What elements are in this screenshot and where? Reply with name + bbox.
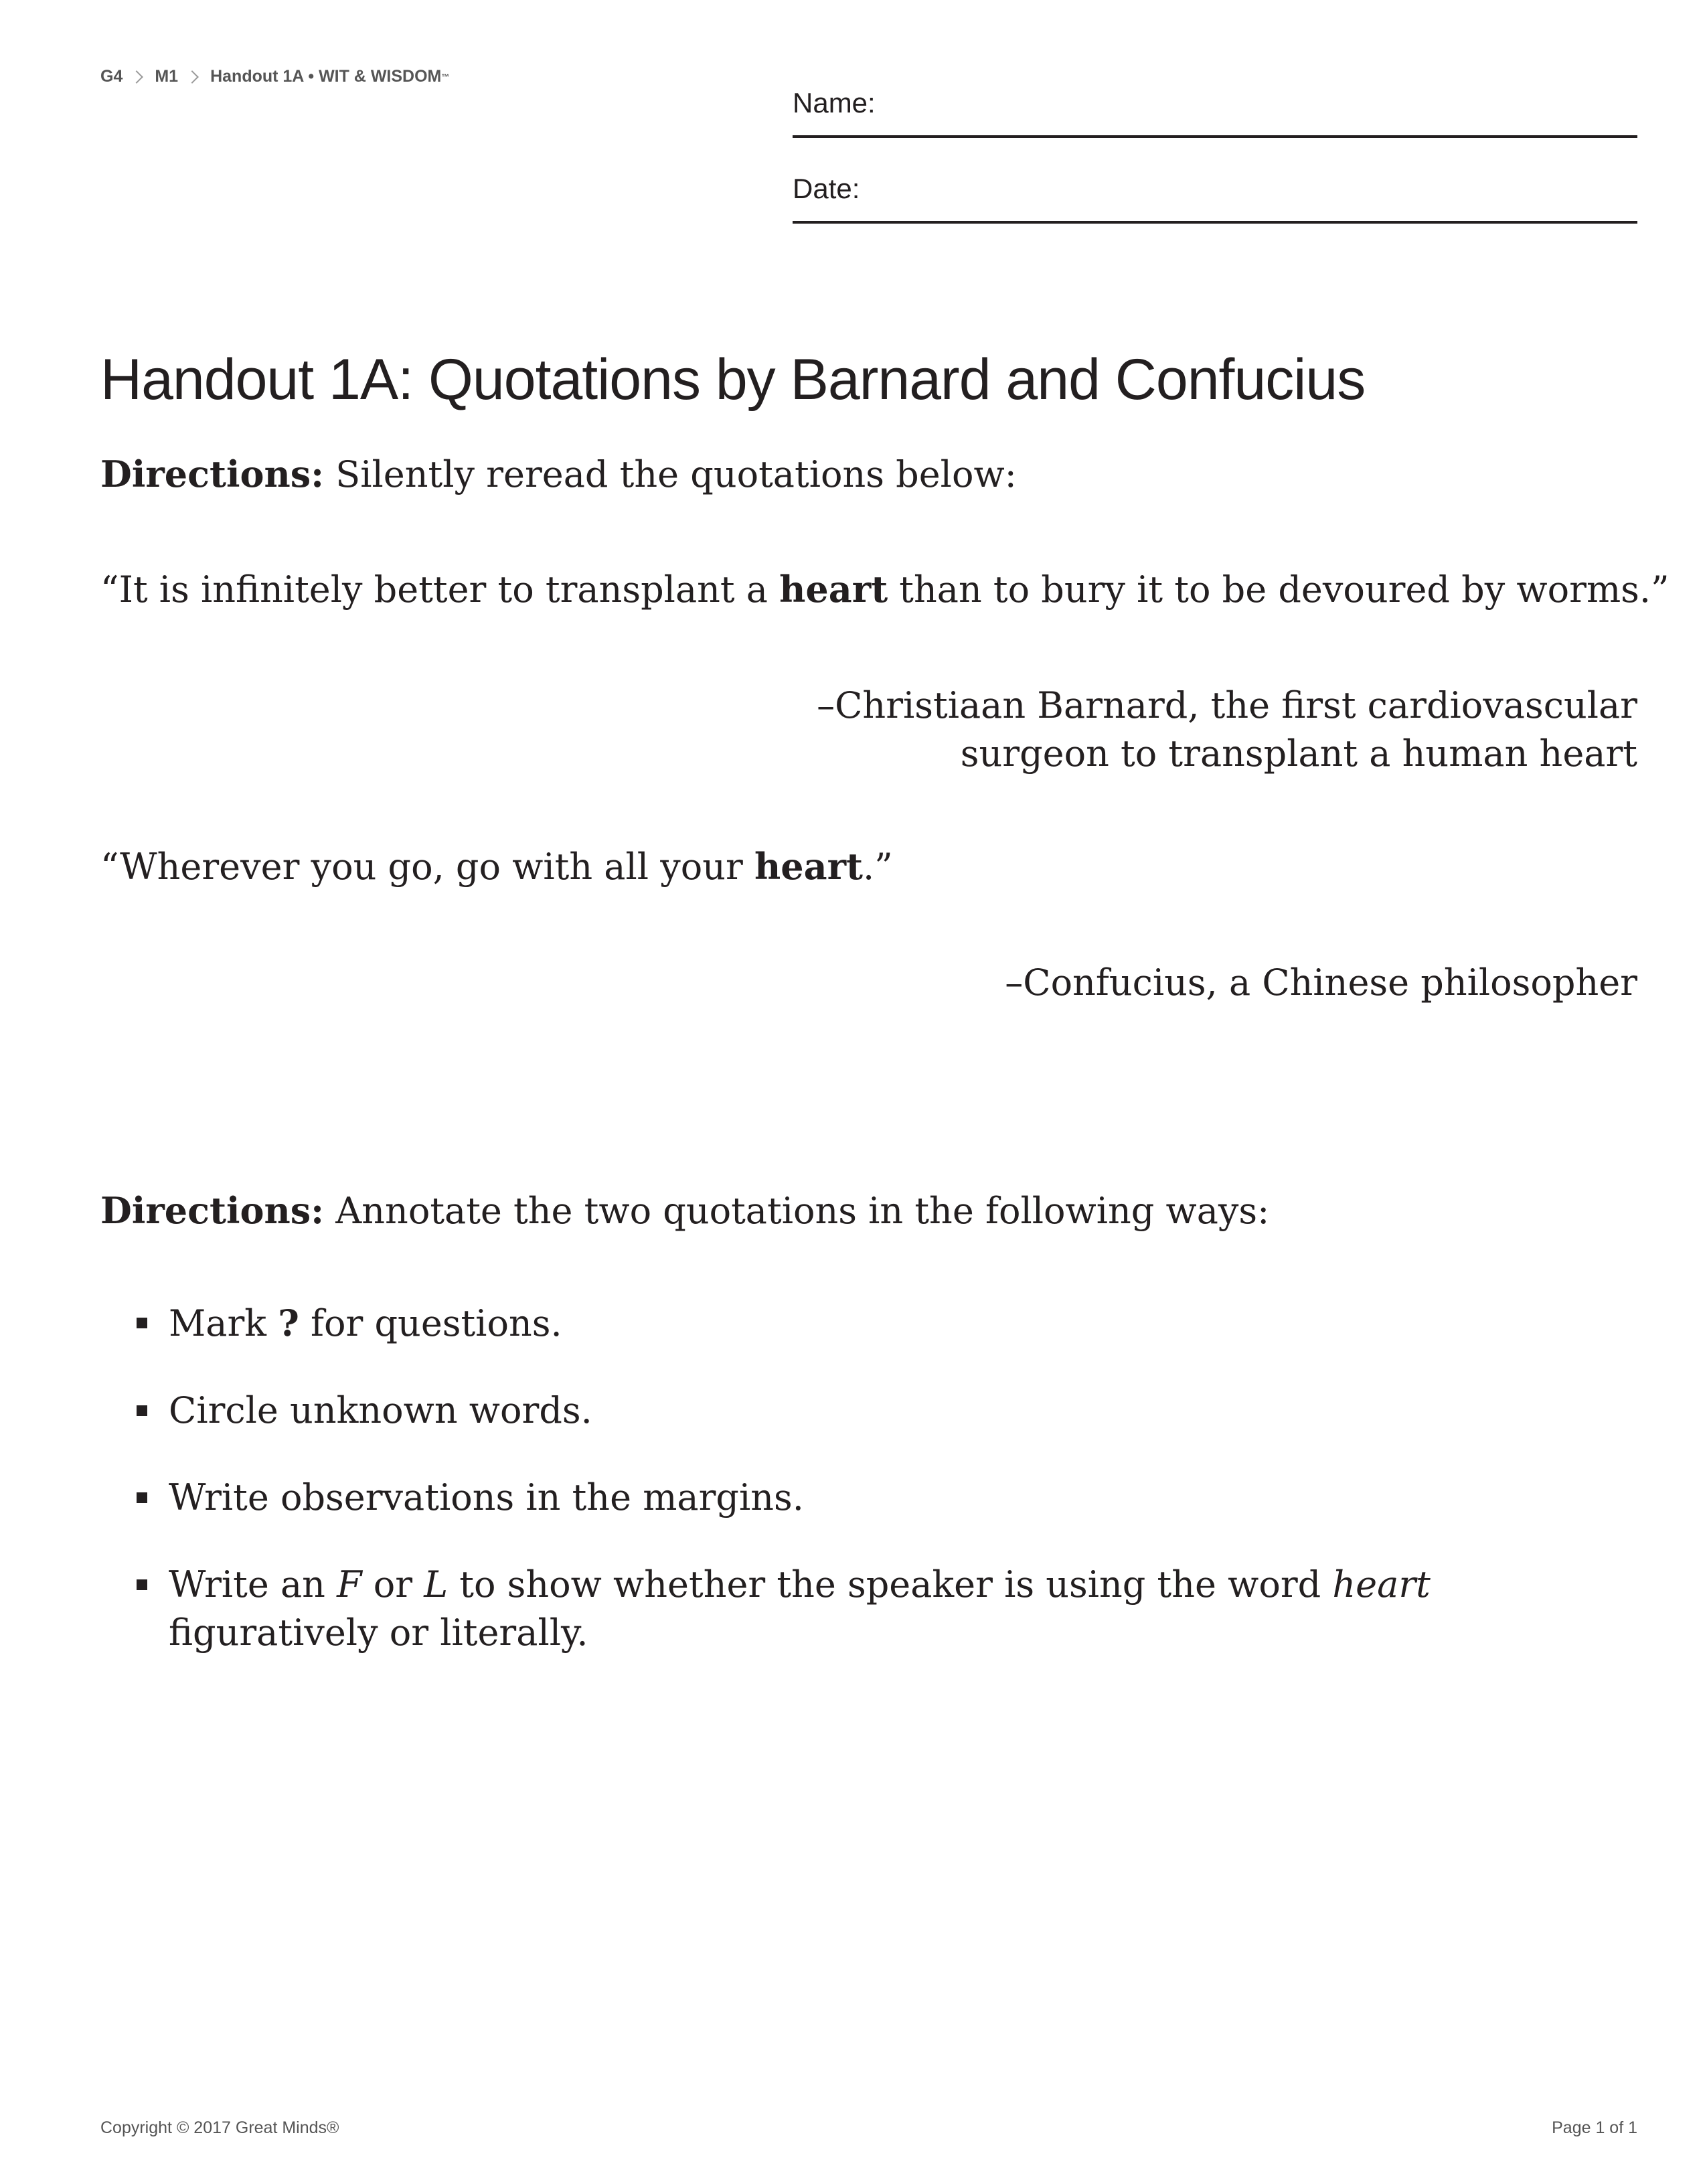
attribution-line: –Christiaan Barnard, the first cardiovascular	[817, 684, 1637, 726]
list-text: Circle unknown words.	[169, 1389, 592, 1431]
square-bullet-icon	[137, 1492, 147, 1503]
square-bullet-icon	[137, 1405, 147, 1416]
directions-text: Silently reread the quotations below:	[324, 453, 1017, 495]
attribution-line: surgeon to transplant a human heart	[960, 732, 1637, 775]
list-text: or	[361, 1563, 424, 1606]
directions-text: Annotate the two quotations in the following ways:	[324, 1190, 1270, 1232]
attribution-line: –Confucius, a Chinese philosopher	[1005, 961, 1637, 1004]
name-label: Name:	[793, 87, 876, 119]
quote-keyword: heart	[754, 845, 863, 888]
list-item	[100, 1387, 1640, 1435]
quote-barnard	[100, 568, 1670, 611]
square-bullet-icon	[137, 1579, 147, 1590]
page-title: Handout 1A: Quotations by Barnard and Confucius	[100, 347, 1366, 412]
list-text: Write an	[169, 1563, 337, 1606]
list-text: to show whether the speaker is using the word	[448, 1563, 1333, 1606]
list-text: figuratively or literally.	[169, 1612, 588, 1654]
date-field[interactable]	[793, 173, 1637, 224]
directions-annotate	[100, 1189, 1269, 1232]
annotation-list	[100, 1299, 1640, 1696]
name-field[interactable]	[793, 87, 1637, 138]
letter-f: F	[337, 1563, 362, 1606]
quote-confucius	[100, 845, 893, 888]
attribution-confucius	[767, 959, 1637, 1007]
quote-text: than to bury it to be devoured by worms.”	[888, 568, 1670, 611]
list-text: Mark	[169, 1302, 278, 1344]
list-text: Write observations in the margins.	[169, 1476, 804, 1518]
chevron-right-icon	[185, 70, 199, 84]
breadcrumb-grade: G4	[100, 67, 123, 86]
list-item	[100, 1299, 1640, 1348]
breadcrumb	[100, 67, 449, 86]
quote-text: “Wherever you go, go with all your	[100, 846, 754, 888]
copyright: Copyright © 2017 Great Minds®	[100, 2118, 339, 2137]
quote-keyword: heart	[779, 568, 888, 611]
word-heart: heart	[1332, 1563, 1431, 1606]
chevron-right-icon	[130, 70, 143, 84]
breadcrumb-module: M1	[155, 67, 179, 86]
trademark-mark: ™	[441, 72, 450, 82]
question-mark: ?	[278, 1302, 299, 1344]
quote-text: .”	[862, 846, 893, 888]
breadcrumb-handout: Handout 1A • WIT & WISDOM	[210, 67, 442, 86]
square-bullet-icon	[137, 1318, 147, 1328]
list-item	[100, 1561, 1640, 1657]
attribution-barnard	[767, 682, 1637, 778]
directions-reread	[100, 453, 1017, 495]
letter-l: L	[424, 1563, 449, 1606]
page-number: Page 1 of 1	[1552, 2118, 1637, 2137]
directions-label: Directions:	[100, 453, 325, 495]
directions-label: Directions:	[100, 1189, 325, 1232]
date-label: Date:	[793, 173, 860, 204]
list-text: for questions.	[299, 1302, 562, 1344]
quote-text: “It is infinitely better to transplant a	[100, 568, 780, 611]
list-item	[100, 1474, 1640, 1522]
